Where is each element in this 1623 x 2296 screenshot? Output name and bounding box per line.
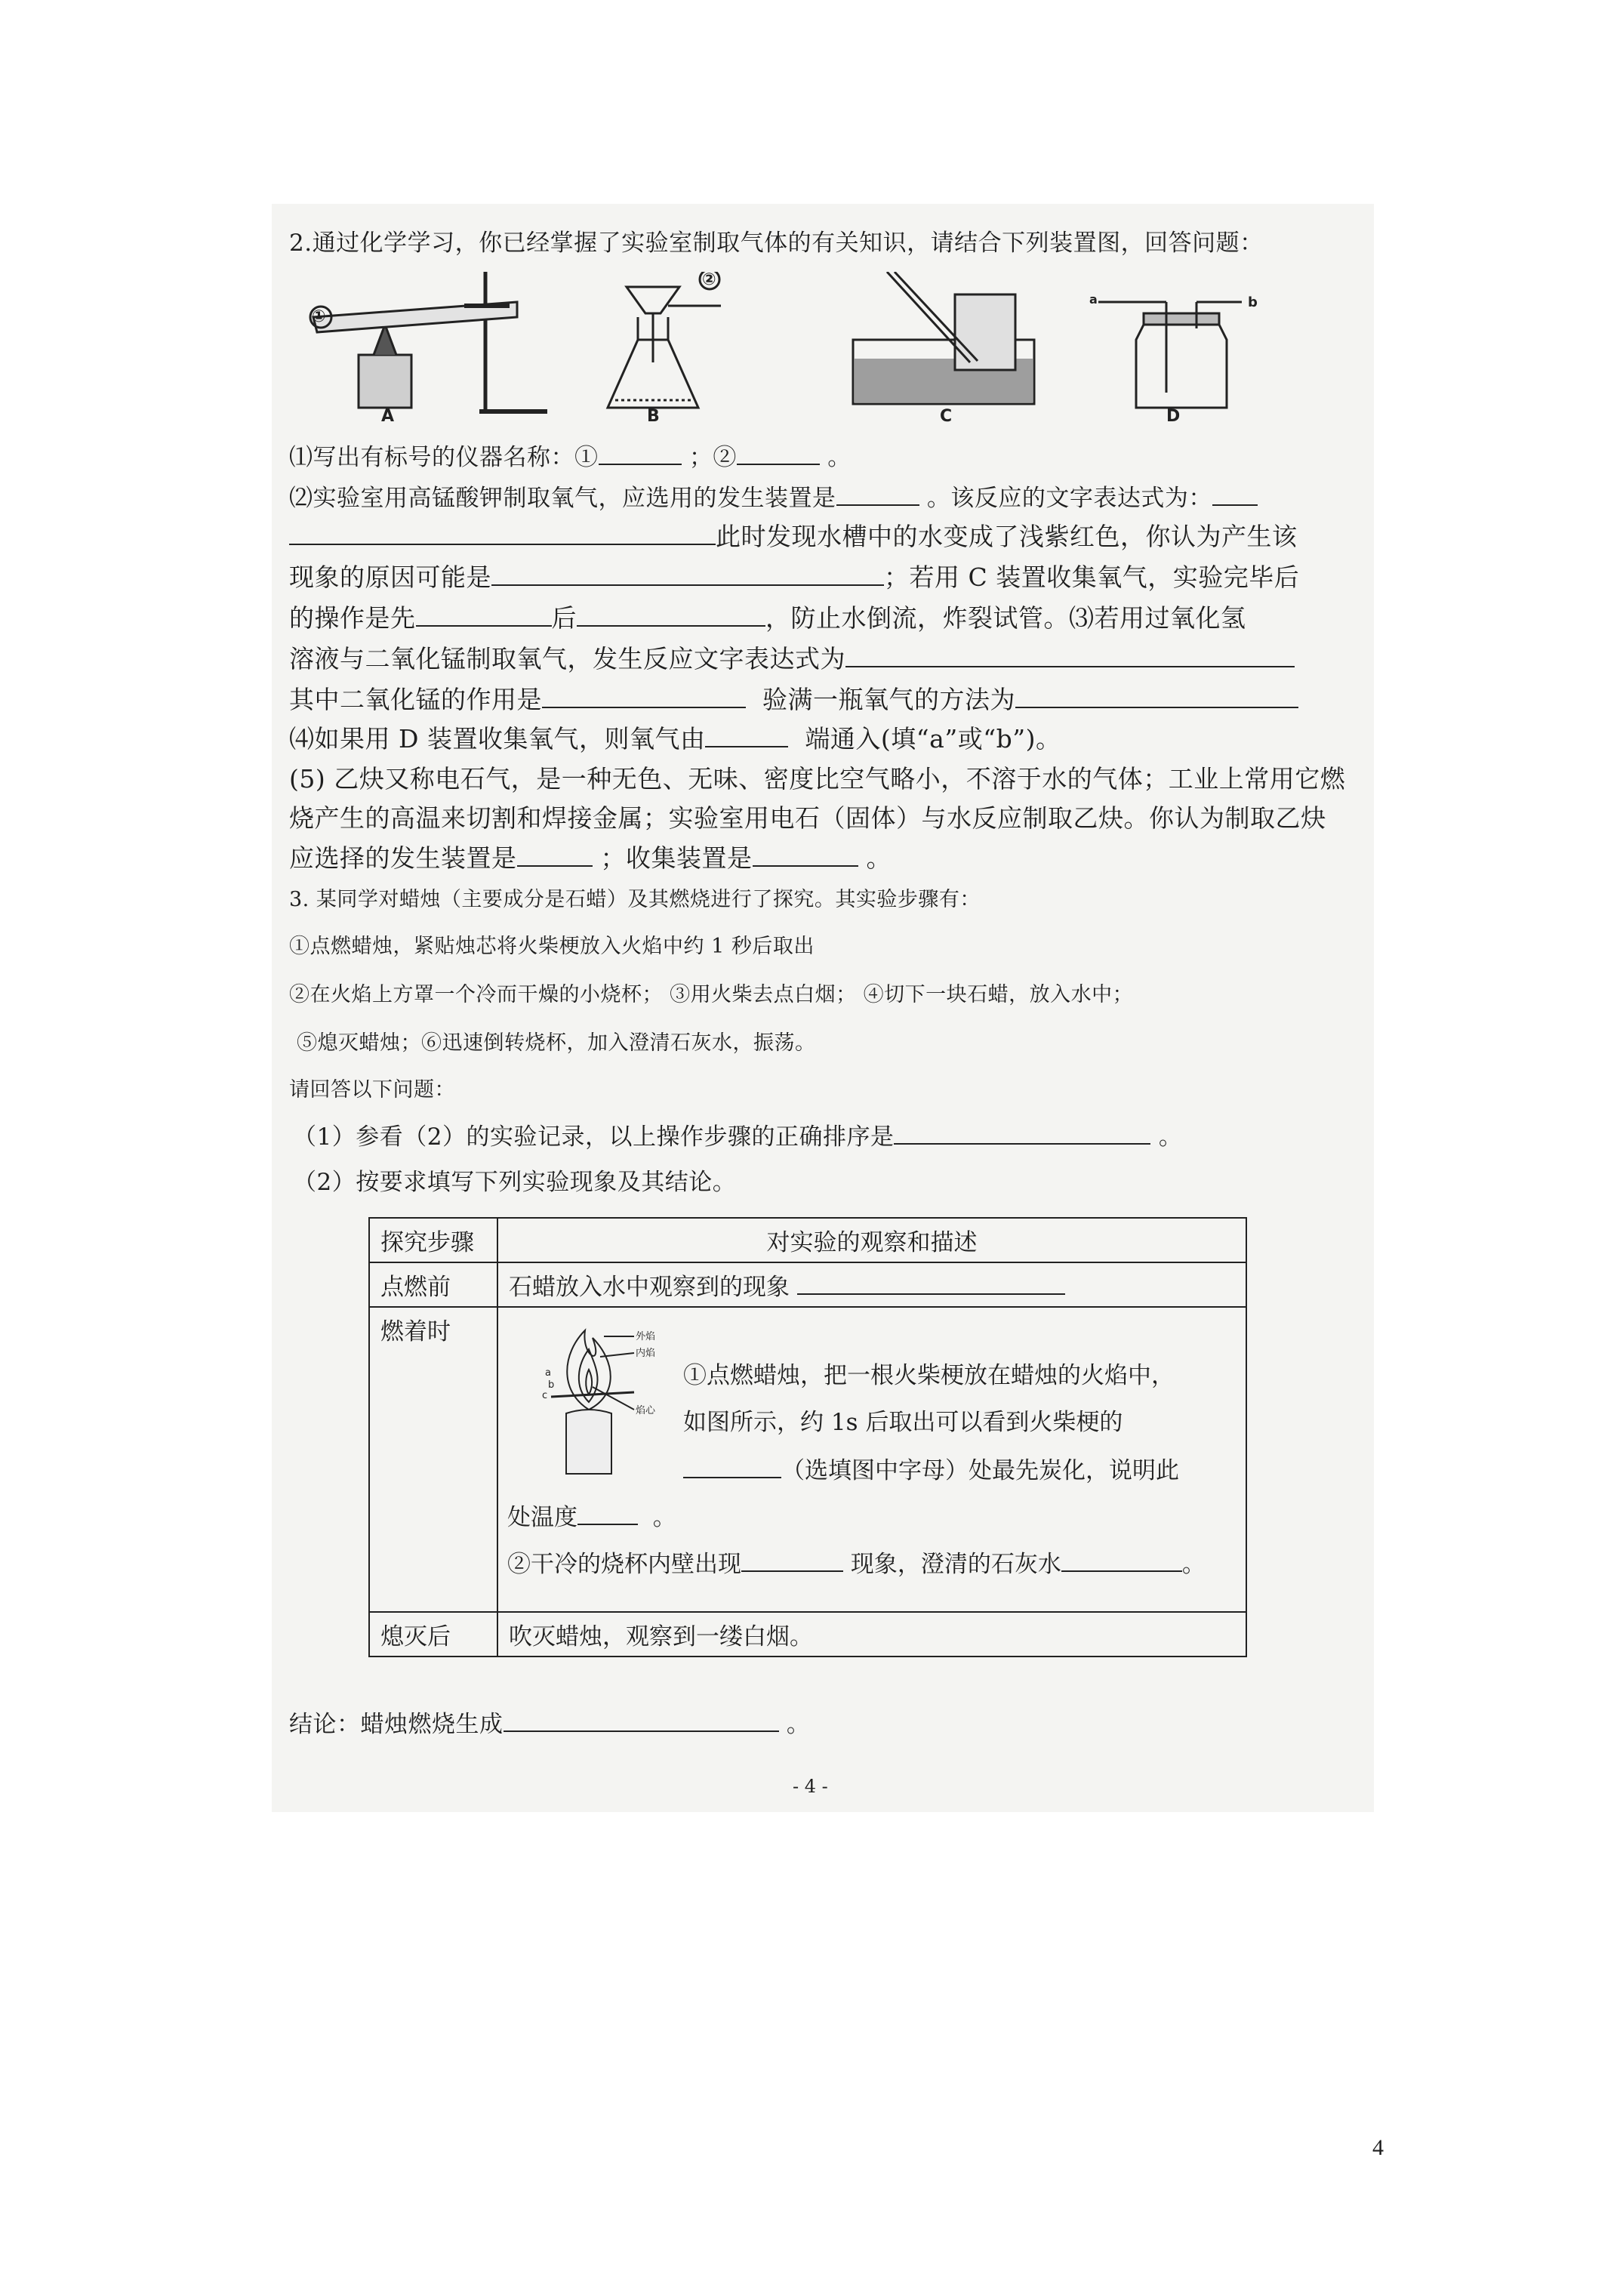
candle-flame-diagram <box>521 1323 672 1481</box>
port-a: a <box>1089 292 1098 307</box>
q2-part3-line1: 溶液与二氧化锰制取氧气，发生反应文字表达式为 <box>289 643 1295 674</box>
blank-products[interactable] <box>504 1708 779 1732</box>
page-number-center: - 4 - <box>793 1776 828 1797</box>
row-burning-label: 燃着时 <box>369 1307 497 1612</box>
label-a: A <box>381 407 395 423</box>
header-observation: 对实验的观察和描述 <box>497 1218 1246 1262</box>
table-row-burning <box>369 1307 1246 1612</box>
q3-ask: 请回答以下问题： <box>289 1078 455 1102</box>
q3-sub1: （1）参看（2）的实验记录，以上操作步骤的正确排序是 。 <box>293 1120 1182 1152</box>
q3-intro: 3. 某同学对蜡烛（主要成分是石蜡）及其燃烧进行了探究。其实验步骤有： <box>289 888 981 911</box>
blank-port[interactable] <box>705 723 788 747</box>
blank-instrument-2[interactable] <box>737 441 820 465</box>
blank-generator-kmno4[interactable] <box>836 482 919 506</box>
q3-step2: ②在火焰上方罩一个冷而干燥的小烧杯； ③用火柴去点白烟； ④切下一块石蜡，放入水中； <box>289 983 1134 1006</box>
apparatus-b <box>608 272 721 408</box>
blank-first-step[interactable] <box>416 603 552 627</box>
port-b: b <box>1248 294 1258 310</box>
blank-limewater[interactable] <box>1061 1548 1182 1572</box>
label-b: B <box>647 407 660 423</box>
table-row-before <box>369 1262 1246 1307</box>
blank-equation-start[interactable] <box>1212 482 1258 506</box>
point-b-label: b <box>548 1379 555 1391</box>
apparatus-c <box>853 272 1034 404</box>
q2-part2-line2: 此时发现水槽中的水变成了浅紫红色，你认为产生该 <box>289 521 1298 552</box>
burn1-line3: （选填图中字母）处最先炭化，说明此 <box>683 1454 1179 1486</box>
blank-wax-in-water[interactable] <box>797 1271 1065 1295</box>
blank-order[interactable] <box>894 1120 1150 1145</box>
q2-part2-line1: ⑵实验室用高锰酸钾制取氧气，应选用的发生装置是 。该反应的文字表达式为： <box>289 482 1258 513</box>
blank-beaker-wall[interactable] <box>741 1548 843 1572</box>
q3-sub2: （2）按要求填写下列实验现象及其结论。 <box>293 1169 737 1196</box>
blank-second-step[interactable] <box>577 603 765 627</box>
inner-flame-label: 内焰 <box>636 1348 656 1359</box>
q2-part5-line2: 烧产生的高温来切割和焊接金属；实验室用电石（固体）与水反应制取乙炔。你认为制取乙炔 <box>289 803 1326 833</box>
apparatus-d <box>1098 302 1242 408</box>
flame-core-label: 焰心 <box>636 1405 656 1416</box>
row-burning-content <box>497 1307 1246 1612</box>
q2-part2-line4: 的操作是先 后 ，防止水倒流，炸裂试管。⑶若用过氧化氢 <box>289 603 1246 633</box>
q3-step1: ①点燃蜡烛，紧贴烛芯将火柴梗放入火焰中约 1 秒后取出 <box>289 935 815 958</box>
apparatus-figure <box>298 272 1287 423</box>
row-before-content: 石蜡放入水中观察到的现象 <box>497 1262 1246 1307</box>
page-number-corner: 4 <box>1372 2135 1384 2160</box>
burn1-line1: ①点燃蜡烛，把一根火柴梗放在蜡烛的火焰中， <box>683 1362 1175 1389</box>
label-d: D <box>1166 407 1181 423</box>
point-a-label: a <box>545 1367 551 1379</box>
apparatus-a <box>310 272 547 411</box>
experiment-table <box>368 1217 1247 1657</box>
point-c-label: c <box>542 1390 548 1401</box>
q2-part2-line3: 现象的原因可能是 ；若用 C 装置收集氧气，实验完毕后 <box>289 562 1300 592</box>
outer-flame-label: 外焰 <box>636 1331 656 1342</box>
blank-char-point[interactable] <box>683 1454 781 1478</box>
marker-1: ① <box>312 307 326 326</box>
burn1-line4: 处温度 。 <box>507 1501 676 1533</box>
q2-part3-line2: 其中二氧化锰的作用是 验满一瓶氧气的方法为 <box>289 684 1298 715</box>
blank-instrument-1[interactable] <box>599 441 682 465</box>
row-after-content: 吹灭蜡烛，观察到一缕白烟。 <box>497 1612 1246 1657</box>
blank-acetylene-generator[interactable] <box>517 843 593 867</box>
q2-part5-line1: (5) 乙炔又称电石气，是一种无色、无味、密度比空气略小，不溶于水的气体；工业上常用它燃 <box>289 764 1346 794</box>
burn1-line2: 如图所示，约 1s 后取出可以看到火柴梗的 <box>683 1409 1123 1436</box>
label-c: C <box>940 407 953 423</box>
q2-part1: ⑴写出有标号的仪器名称：① ；② 。 <box>289 441 852 473</box>
blank-equation-h2o2[interactable] <box>845 643 1295 667</box>
blank-equation-kmno4[interactable] <box>289 521 716 545</box>
table-header-row <box>369 1218 1246 1262</box>
blank-full-test[interactable] <box>1015 684 1298 708</box>
q2-part5-line3: 应选择的发生装置是 ；收集装置是 。 <box>289 843 892 873</box>
header-step: 探究步骤 <box>369 1218 497 1262</box>
conclusion: 结论：蜡烛燃烧生成 。 <box>289 1708 810 1740</box>
q2-part4: ⑷如果用 D 装置收集氧气，则氧气由 端通入(填“a”或“b”)。 <box>289 724 1061 754</box>
q3-step3: ⑤熄灭蜡烛；⑥迅速倒转烧杯，加入澄清石灰水，振荡。 <box>297 1031 816 1055</box>
table-row-after <box>369 1612 1246 1657</box>
blank-mno2-role[interactable] <box>542 684 746 708</box>
blank-acetylene-collector[interactable] <box>753 843 858 867</box>
q2-intro: 2.通过化学学习，你已经掌握了实验室制取气体的有关知识，请结合下列装置图，回答问题： <box>289 230 1264 257</box>
blank-temperature[interactable] <box>577 1501 638 1525</box>
row-after-label: 熄灭后 <box>369 1612 497 1657</box>
burn2-line: ②干冷的烧杯内壁出现 现象，澄清的石灰水 。 <box>507 1548 1206 1579</box>
blank-purple-reason[interactable] <box>491 562 884 586</box>
marker-2: ② <box>702 272 716 289</box>
row-before-label: 点燃前 <box>369 1262 497 1307</box>
